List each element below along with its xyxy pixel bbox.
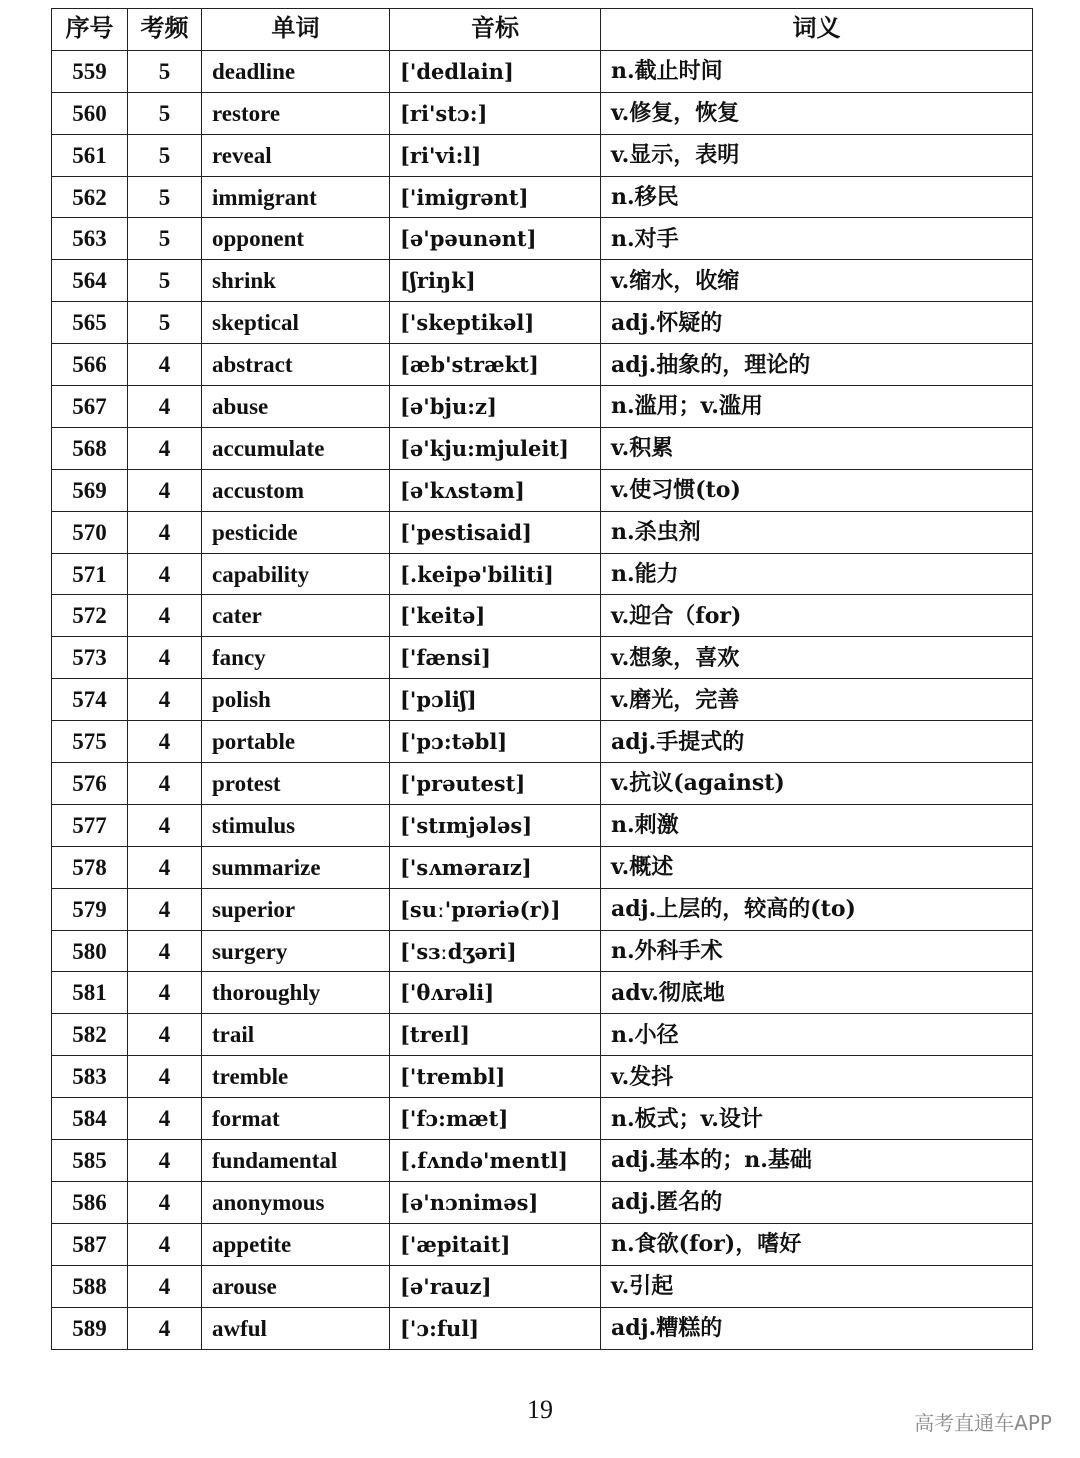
row-frequency: 4 [128, 804, 202, 846]
row-phonetic: [treɪl] [390, 1014, 601, 1056]
row-frequency: 4 [128, 1181, 202, 1223]
row-index: 571 [52, 553, 128, 595]
row-index: 562 [52, 176, 128, 218]
row-meaning: n.截止时间 [601, 50, 1033, 92]
row-frequency: 5 [128, 260, 202, 302]
row-index: 566 [52, 344, 128, 386]
row-phonetic: ['pɔ:təbl] [390, 721, 601, 763]
table-row [52, 1307, 1033, 1349]
row-word: pesticide [202, 511, 390, 553]
row-phonetic: ['dedlain] [390, 50, 601, 92]
row-word: appetite [202, 1223, 390, 1265]
row-meaning: n.板式；v.设计 [601, 1098, 1033, 1140]
row-meaning: n.外科手术 [601, 930, 1033, 972]
table-row [52, 1056, 1033, 1098]
row-frequency: 4 [128, 1140, 202, 1182]
row-index: 585 [52, 1140, 128, 1182]
row-phonetic: [ə'nɔniməs] [390, 1181, 601, 1223]
row-phonetic: ['sʌməraɪz] [390, 846, 601, 888]
row-index: 581 [52, 972, 128, 1014]
row-index: 584 [52, 1098, 128, 1140]
row-meaning: adv.彻底地 [601, 972, 1033, 1014]
row-meaning: v.抗议(against) [601, 763, 1033, 805]
table-row [52, 637, 1033, 679]
row-meaning: v.显示，表明 [601, 134, 1033, 176]
row-frequency: 4 [128, 721, 202, 763]
row-phonetic: ['æpitait] [390, 1223, 601, 1265]
row-word: opponent [202, 218, 390, 260]
row-phonetic: ['sɜːdʒəri] [390, 930, 601, 972]
row-meaning: v.迎合（for) [601, 595, 1033, 637]
row-phonetic: [ri'vi:l] [390, 134, 601, 176]
row-index: 568 [52, 427, 128, 469]
row-frequency: 4 [128, 595, 202, 637]
row-word: abstract [202, 344, 390, 386]
row-index: 561 [52, 134, 128, 176]
row-index: 586 [52, 1181, 128, 1223]
table-row [52, 176, 1033, 218]
row-meaning: n.滥用；v.滥用 [601, 386, 1033, 428]
row-phonetic: ['fɔ:mæt] [390, 1098, 601, 1140]
table-row [52, 1181, 1033, 1223]
row-word: protest [202, 763, 390, 805]
header-phonetic: 音标 [390, 9, 601, 51]
row-meaning: n.杀虫剂 [601, 511, 1033, 553]
table-row [52, 218, 1033, 260]
row-meaning: n.能力 [601, 553, 1033, 595]
row-frequency: 5 [128, 302, 202, 344]
row-phonetic: [æb'strækt] [390, 344, 601, 386]
row-index: 560 [52, 92, 128, 134]
table-row [52, 469, 1033, 511]
row-phonetic: ['fænsi] [390, 637, 601, 679]
row-word: immigrant [202, 176, 390, 218]
table-row [52, 134, 1033, 176]
row-meaning: adj.手提式的 [601, 721, 1033, 763]
vocabulary-table [51, 8, 1033, 1350]
row-frequency: 4 [128, 846, 202, 888]
table-row [52, 930, 1033, 972]
row-meaning: v.想象，喜欢 [601, 637, 1033, 679]
row-frequency: 4 [128, 1098, 202, 1140]
table-row [52, 260, 1033, 302]
row-word: portable [202, 721, 390, 763]
row-word: capability [202, 553, 390, 595]
row-frequency: 5 [128, 176, 202, 218]
row-phonetic: ['imigrənt] [390, 176, 601, 218]
row-phonetic: ['prəutest] [390, 763, 601, 805]
row-index: 565 [52, 302, 128, 344]
row-phonetic: [ʃriŋk] [390, 260, 601, 302]
row-meaning: adj.怀疑的 [601, 302, 1033, 344]
row-index: 564 [52, 260, 128, 302]
row-word: shrink [202, 260, 390, 302]
row-meaning: v.使习惯(to) [601, 469, 1033, 511]
row-word: anonymous [202, 1181, 390, 1223]
row-phonetic: ['θʌrəli] [390, 972, 601, 1014]
row-index: 579 [52, 888, 128, 930]
row-frequency: 4 [128, 553, 202, 595]
table-row [52, 595, 1033, 637]
row-frequency: 4 [128, 972, 202, 1014]
row-frequency: 4 [128, 679, 202, 721]
row-frequency: 4 [128, 344, 202, 386]
row-meaning: adj.抽象的，理论的 [601, 344, 1033, 386]
row-meaning: v.磨光，完善 [601, 679, 1033, 721]
table-row [52, 804, 1033, 846]
row-meaning: v.概述 [601, 846, 1033, 888]
row-word: deadline [202, 50, 390, 92]
row-index: 567 [52, 386, 128, 428]
row-meaning: adj.基本的；n.基础 [601, 1140, 1033, 1182]
table-row [52, 50, 1033, 92]
row-word: awful [202, 1307, 390, 1349]
row-frequency: 4 [128, 637, 202, 679]
row-meaning: n.刺激 [601, 804, 1033, 846]
row-index: 576 [52, 763, 128, 805]
row-meaning: v.发抖 [601, 1056, 1033, 1098]
row-word: polish [202, 679, 390, 721]
row-index: 572 [52, 595, 128, 637]
row-meaning: v.缩水，收缩 [601, 260, 1033, 302]
watermark: 高考直通车APP [914, 1411, 1052, 1435]
row-phonetic: ['pestisaid] [390, 511, 601, 553]
table-row [52, 92, 1033, 134]
row-frequency: 4 [128, 888, 202, 930]
row-index: 575 [52, 721, 128, 763]
row-phonetic: [.fʌndə'mentl] [390, 1140, 601, 1182]
table-row [52, 1140, 1033, 1182]
header-word: 单词 [202, 9, 390, 51]
row-frequency: 4 [128, 427, 202, 469]
row-word: restore [202, 92, 390, 134]
row-frequency: 4 [128, 1223, 202, 1265]
row-word: abuse [202, 386, 390, 428]
row-word: accumulate [202, 427, 390, 469]
row-word: arouse [202, 1265, 390, 1307]
row-phonetic: ['keitə] [390, 595, 601, 637]
row-index: 563 [52, 218, 128, 260]
row-word: superior [202, 888, 390, 930]
row-phonetic: ['stɪmjələs] [390, 804, 601, 846]
table-row [52, 302, 1033, 344]
row-meaning: n.对手 [601, 218, 1033, 260]
row-frequency: 5 [128, 92, 202, 134]
row-meaning: v.引起 [601, 1265, 1033, 1307]
row-index: 577 [52, 804, 128, 846]
page-number: 19 [527, 1395, 553, 1424]
row-index: 589 [52, 1307, 128, 1349]
row-word: fundamental [202, 1140, 390, 1182]
row-index: 588 [52, 1265, 128, 1307]
table-row [52, 679, 1033, 721]
row-meaning: adj.匿名的 [601, 1181, 1033, 1223]
row-phonetic: [ri'stɔ:] [390, 92, 601, 134]
row-word: accustom [202, 469, 390, 511]
row-word: surgery [202, 930, 390, 972]
table-row [52, 427, 1033, 469]
row-word: thoroughly [202, 972, 390, 1014]
row-frequency: 4 [128, 386, 202, 428]
table-row [52, 1265, 1033, 1307]
row-index: 570 [52, 511, 128, 553]
table-row [52, 846, 1033, 888]
row-frequency: 4 [128, 930, 202, 972]
row-frequency: 4 [128, 1014, 202, 1056]
header-index: 序号 [52, 9, 128, 51]
row-word: fancy [202, 637, 390, 679]
table-row [52, 721, 1033, 763]
row-word: format [202, 1098, 390, 1140]
row-meaning: v.修复，恢复 [601, 92, 1033, 134]
row-phonetic: ['pɔliʃ] [390, 679, 601, 721]
row-meaning: v.积累 [601, 427, 1033, 469]
row-meaning: n.食欲(for)，嗜好 [601, 1223, 1033, 1265]
row-meaning: n.移民 [601, 176, 1033, 218]
row-frequency: 4 [128, 511, 202, 553]
row-frequency: 5 [128, 218, 202, 260]
row-index: 578 [52, 846, 128, 888]
row-index: 583 [52, 1056, 128, 1098]
row-frequency: 4 [128, 1056, 202, 1098]
table-row [52, 763, 1033, 805]
table-row [52, 1014, 1033, 1056]
row-word: summarize [202, 846, 390, 888]
row-phonetic: ['skeptikəl] [390, 302, 601, 344]
row-meaning: adj.糟糕的 [601, 1307, 1033, 1349]
table-row [52, 553, 1033, 595]
table-row [52, 386, 1033, 428]
table-body [52, 50, 1033, 1349]
row-frequency: 4 [128, 469, 202, 511]
table-row [52, 1098, 1033, 1140]
row-index: 587 [52, 1223, 128, 1265]
row-index: 582 [52, 1014, 128, 1056]
row-index: 569 [52, 469, 128, 511]
row-meaning: adj.上层的，较高的(to) [601, 888, 1033, 930]
row-phonetic: [ə'kʌstəm] [390, 469, 601, 511]
row-phonetic: ['ɔ:ful] [390, 1307, 601, 1349]
row-frequency: 5 [128, 50, 202, 92]
row-word: cater [202, 595, 390, 637]
table-row [52, 888, 1033, 930]
row-phonetic: [ə'rauz] [390, 1265, 601, 1307]
row-phonetic: ['trembl] [390, 1056, 601, 1098]
header-meaning: 词义 [601, 9, 1033, 51]
table-row [52, 972, 1033, 1014]
table-row [52, 1223, 1033, 1265]
row-phonetic: [.keipə'biliti] [390, 553, 601, 595]
row-frequency: 4 [128, 1307, 202, 1349]
row-phonetic: [ə'pəunənt] [390, 218, 601, 260]
row-index: 580 [52, 930, 128, 972]
table-row [52, 344, 1033, 386]
row-word: tremble [202, 1056, 390, 1098]
row-phonetic: [suː'pɪəriə(r)] [390, 888, 601, 930]
row-phonetic: [ə'bju:z] [390, 386, 601, 428]
row-meaning: n.小径 [601, 1014, 1033, 1056]
row-index: 559 [52, 50, 128, 92]
row-word: trail [202, 1014, 390, 1056]
row-index: 573 [52, 637, 128, 679]
row-frequency: 5 [128, 134, 202, 176]
row-phonetic: [ə'kju:mjuleit] [390, 427, 601, 469]
row-word: skeptical [202, 302, 390, 344]
row-frequency: 4 [128, 1265, 202, 1307]
row-word: reveal [202, 134, 390, 176]
row-index: 574 [52, 679, 128, 721]
row-frequency: 4 [128, 763, 202, 805]
table-row [52, 511, 1033, 553]
table-header-row [52, 9, 1033, 51]
header-frequency: 考频 [128, 9, 202, 51]
row-word: stimulus [202, 804, 390, 846]
